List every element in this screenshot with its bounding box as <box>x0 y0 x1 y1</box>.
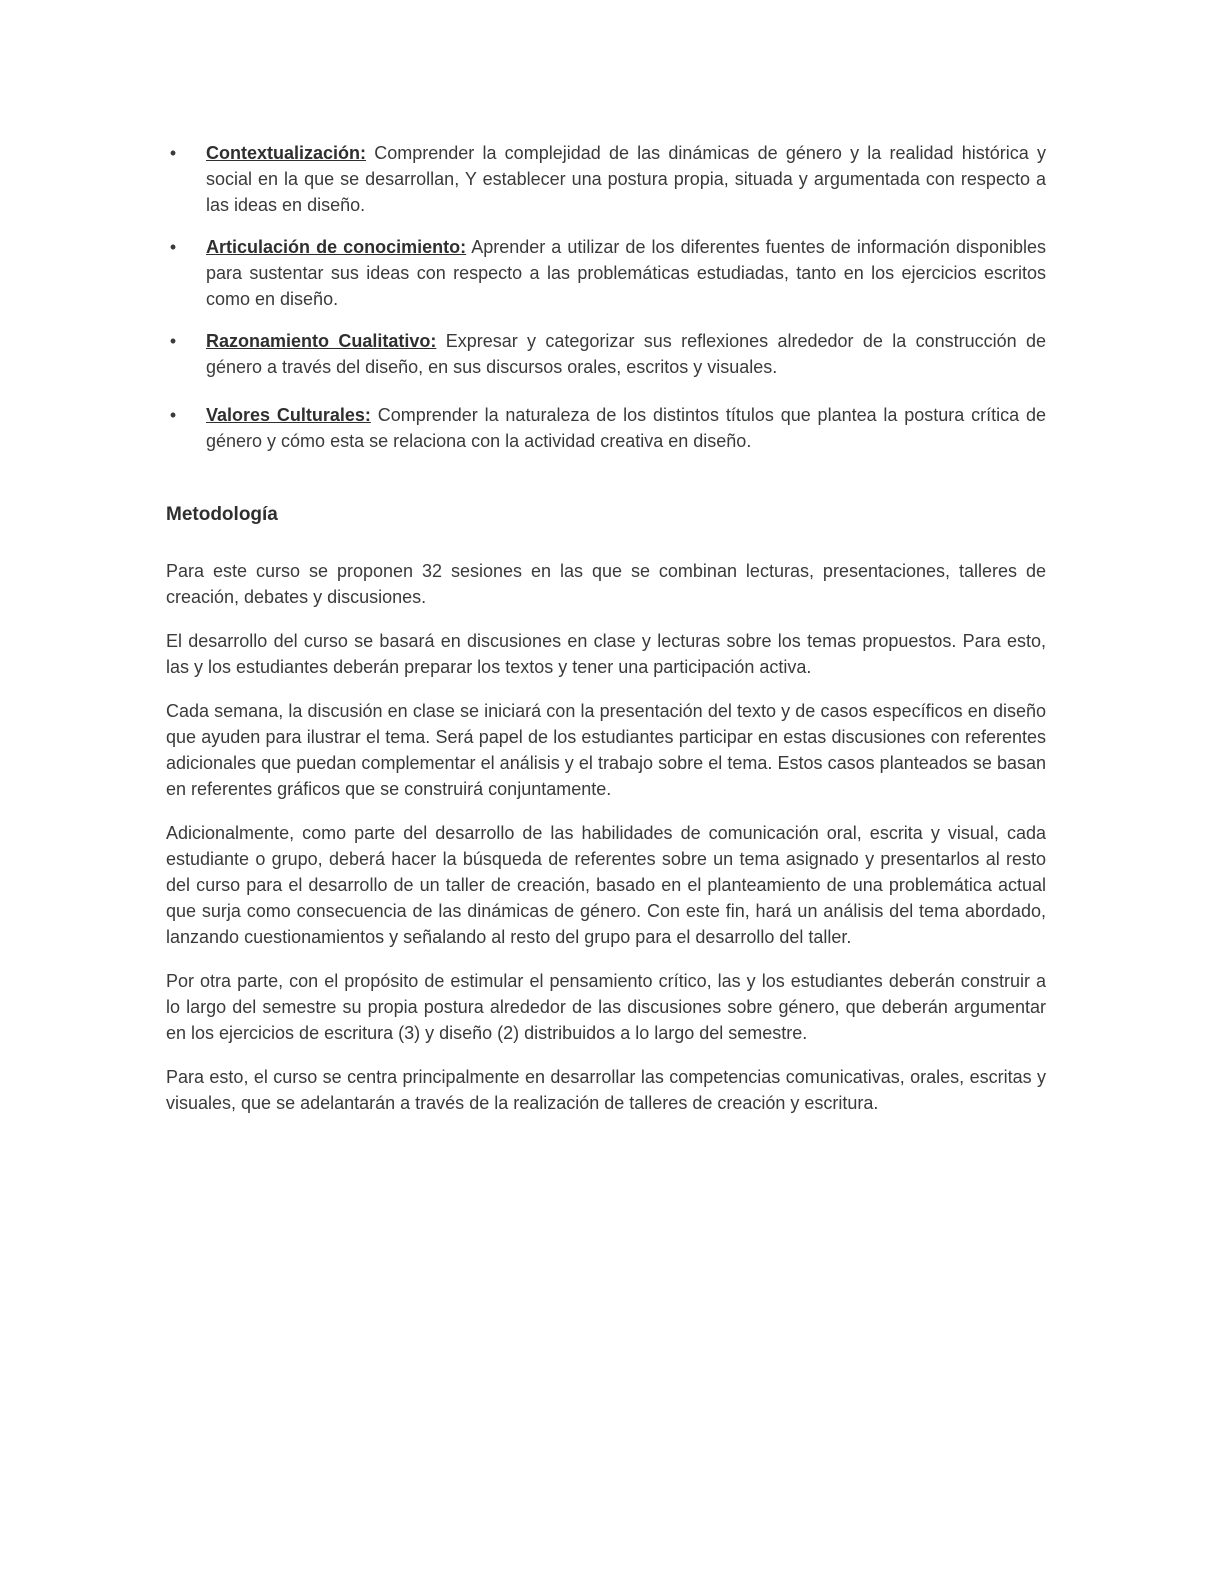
list-item <box>166 140 1046 218</box>
section-heading-methodology: Metodología <box>166 504 278 525</box>
paragraph: Cada semana, la discusión en clase se iniciará con la presentación del texto y de casos específicos en diseño que ayuden para ilustrar el tema. Será papel de los estudiantes participar en estas discusiones con referentes adicionales que puedan complementar el análisis y el trabajo sobre el tema. Estos casos planteados se basan en referentes gráficos que se construirá conjuntamente. <box>166 701 1046 799</box>
bullet-text: Comprender la complejidad de las dinámicas de género y la realidad histórica y social en la que se desarrollan, Y establecer una postura propia, situada y argumentada con respecto a las ideas en diseño. <box>206 143 1046 215</box>
paragraph: Para este curso se proponen 32 sesiones en las que se combinan lecturas, presentaciones, talleres de creación, debates y discusiones. <box>166 561 1046 607</box>
bullet-text: Aprender a utilizar de los diferentes fuentes de información disponibles para sustentar sus ideas con respecto a las problemáticas estudiadas, tanto en los ejercicios escritos como en diseño. <box>206 237 1046 309</box>
bullet-term: Articulación de conocimiento: <box>206 237 467 257</box>
bullet-icon: • <box>169 143 177 163</box>
bullet-icon: • <box>169 237 177 257</box>
list-item <box>166 234 1046 312</box>
bullet-text: Comprender la naturaleza de los distintos títulos que plantea la postura crítica de género y cómo esta se relaciona con la actividad creativa en diseño. <box>206 405 1046 451</box>
paragraph: El desarrollo del curso se basará en discusiones en clase y lecturas sobre los temas propuestos. Para esto, las y los estudiantes deberán preparar los textos y tener una participación activa. <box>166 631 1046 677</box>
competencies-list <box>166 140 1046 454</box>
list-item <box>166 402 1046 454</box>
bullet-text: Expresar y categorizar sus reflexiones alrededor de la construcción de género a través del diseño, en sus discursos orales, escritos y visuales. <box>206 331 1046 377</box>
paragraph: Adicionalmente, como parte del desarrollo de las habilidades de comunicación oral, escrita y visual, cada estudiante o grupo, deberá hacer la búsqueda de referentes sobre un tema asignado y presentarlos al resto del curso para el desarrollo de un taller de creación, basado en el planteamiento de una problemática actual que surja como consecuencia de las dinámicas de género. Con este fin, hará un análisis del tema abordado, lanzando cuestionamientos y señalando al resto del grupo para el desarrollo del taller. <box>166 823 1046 947</box>
page-content <box>166 140 1046 1134</box>
bullet-term: Contextualización: <box>206 143 367 163</box>
bullet-term: Razonamiento Cualitativo: <box>206 331 437 351</box>
bullet-icon: • <box>169 331 177 351</box>
paragraph: Para esto, el curso se centra principalmente en desarrollar las competencias comunicativas, orales, escritas y visuales, que se adelantarán a través de la realización de talleres de creación y escritura. <box>166 1067 1046 1113</box>
paragraph: Por otra parte, con el propósito de estimular el pensamiento crítico, las y los estudiantes deberán construir a lo largo del semestre su propia postura alrededor de las discusiones sobre género, que deberán argumentar en los ejercicios de escritura (3) y diseño (2) distribuidos a lo largo del semestre. <box>166 971 1046 1043</box>
bullet-icon: • <box>169 405 177 425</box>
list-item <box>166 328 1046 380</box>
bullet-term: Valores Culturales: <box>206 405 371 425</box>
